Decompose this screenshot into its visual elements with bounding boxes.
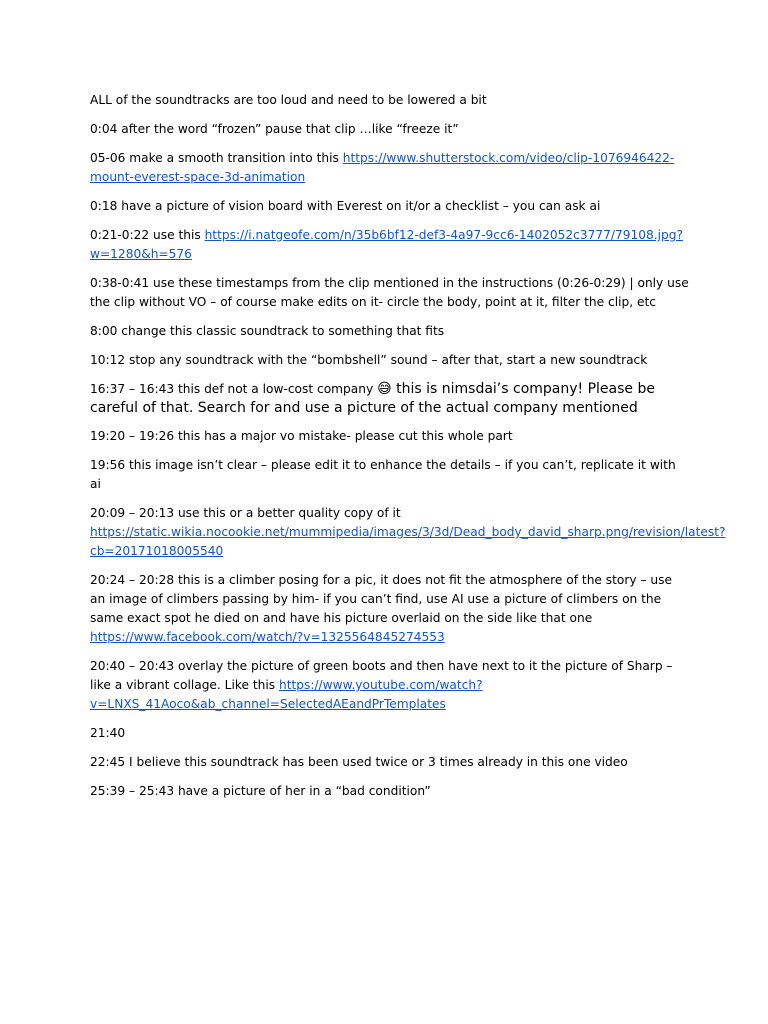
note-text: 20:24 – 20:28 this is a climber posing for a pic, it does not fit the atmosphere of the story – use an image of climbers passing by him- if you can’t find, use AI use a picture of climbers on the same exact spot he died on and have his picture overlaid on the side like that one: [90, 573, 673, 625]
note-text: 21:40: [90, 726, 126, 740]
note-paragraph: [90, 91, 690, 110]
note-paragraph: [90, 351, 690, 370]
note-paragraph: [90, 322, 690, 341]
note-text: 8:00 change this classic soundtrack to something that fits: [90, 324, 445, 338]
note-text: 20:09 – 20:13 use this or a better quality copy of it: [90, 506, 401, 520]
note-paragraph: [90, 753, 690, 772]
note-text: 0:21-0:22 use this: [90, 228, 205, 242]
note-paragraph: [90, 226, 690, 264]
note-text: 20:40 – 20:43 overlay the picture of green boots and then have next to it the picture of Sharp – like a vibrant collage. Like this: [90, 659, 673, 692]
note-paragraph: [90, 149, 690, 187]
note-text: 0:18 have a picture of vision board with Everest on it/or a checklist – you can ask ai: [90, 199, 601, 213]
note-text: 10:12 stop any soundtrack with the “bombshell” sound – after that, start a new soundtrack: [90, 353, 648, 367]
note-text: 0:04 after the word “frozen” pause that clip …like “freeze it”: [90, 122, 459, 136]
wikia-image-link[interactable]: https://static.wikia.nocookie.net/mummipedia/images/3/3d/Dead_body_david_sharp.png/revision/latest?cb=20171018005540: [90, 525, 726, 558]
note-text: 22:45 I believe this soundtrack has been used twice or 3 times already in this one video: [90, 755, 628, 769]
note-text: ALL of the soundtracks are too loud and need to be lowered a bit: [90, 93, 487, 107]
facebook-video-link[interactable]: https://www.facebook.com/watch/?v=1325564845274553: [90, 630, 445, 644]
youtube-video-link[interactable]: https://www.youtube.com/watch?v=LNXS_41Aoco&ab_channel=SelectedAEandPrTemplates: [90, 678, 483, 711]
natgeo-image-link[interactable]: https://i.natgeofe.com/n/35b6bf12-def3-4a97-9cc6-1402052c3777/79108.jpg?w=1280&h=576: [90, 228, 683, 261]
note-text: 16:37 – 16:43 this def not a low-cost company: [90, 382, 378, 396]
sweat-smile-emoji-icon: 😅: [377, 381, 392, 397]
note-paragraph: [90, 380, 690, 417]
note-text: 25:39 – 25:43 have a picture of her in a “bad condition”: [90, 784, 431, 798]
note-text: 0:38-0:41 use these timestamps from the clip mentioned in the instructions (0:26-0:29) | only use the clip without VO – of course make edits on it- circle the body, point at it, filter the clip, etc: [90, 276, 689, 309]
note-paragraph: [90, 724, 690, 743]
note-paragraph: [90, 120, 690, 139]
note-paragraph: [90, 657, 690, 714]
note-paragraph: [90, 504, 726, 561]
note-paragraph: [90, 456, 690, 494]
note-text: 05-06 make a smooth transition into this: [90, 151, 343, 165]
note-paragraph: [90, 274, 690, 312]
shutterstock-link[interactable]: https://www.shutterstock.com/video/clip-1076946422-mount-everest-space-3d-animation: [90, 151, 675, 184]
note-paragraph: [90, 782, 690, 801]
document-page: [90, 91, 726, 811]
note-text-large: this is nimsdai’s company! Please be careful of that. Search for and use a picture of the actual company mentioned: [90, 381, 655, 416]
note-paragraph: [90, 197, 690, 216]
note-text: 19:56 this image isn’t clear – please edit it to enhance the details – if you can’t, replicate it with ai: [90, 458, 676, 491]
note-paragraph: [90, 427, 690, 446]
note-text: 19:20 – 19:26 this has a major vo mistake- please cut this whole part: [90, 429, 513, 443]
note-paragraph: [90, 571, 690, 647]
